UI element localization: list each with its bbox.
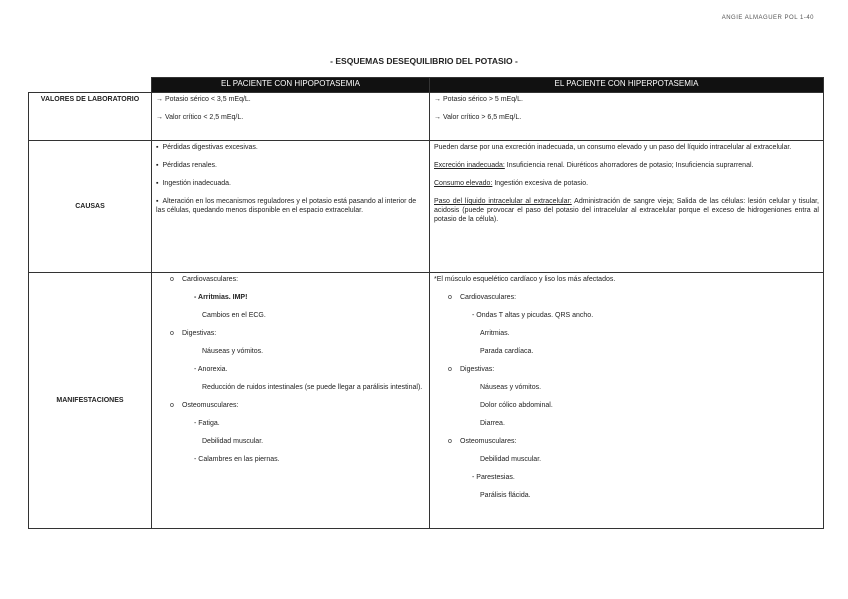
lab-hiper-cell xyxy=(430,93,824,141)
causa-hipo-4-text: ▪ Alteración en los mecanismos reguladores y el potasio está pasando al interior de las células, quedando menos disponible en el espacio extracelular. xyxy=(156,198,416,214)
manif-hipo-cardio-text: Cardiovasculares: xyxy=(182,276,239,283)
manif-hiper-musculo-text: Osteomusculares: xyxy=(460,438,517,445)
causas-hipo-cell xyxy=(152,141,430,273)
manif-hipo-cambios: Cambios en el ECG. xyxy=(202,312,266,319)
row-label-causas: CAUSAS xyxy=(29,141,152,273)
lab-row xyxy=(29,93,824,141)
circle-bullet-icon: o xyxy=(170,330,174,337)
manif-hiper-diarrea: Diarrea. xyxy=(480,420,505,427)
lab-hipo-potasio: → Potasio sérico < 3,5 mEq/L. xyxy=(156,96,251,103)
manif-hiper-dolor: Dolor cólico abdominal. xyxy=(480,402,553,409)
manif-hiper-cell xyxy=(430,273,824,529)
page-title: - ESQUEMAS DESEQUILIBRIO DEL POTASIO - xyxy=(330,56,518,66)
manif-hiper-ondas: - Ondas T altas y picudas. QRS ancho. xyxy=(472,312,594,319)
causa-hipo-3: ▪ Ingestión inadecuada. xyxy=(156,179,425,188)
manif-hiper-digest xyxy=(434,365,819,374)
manifestaciones-row xyxy=(29,273,824,529)
causa-hiper-4-title: Paso del líquido intracelular al extracelular: xyxy=(434,198,572,205)
lab-hiper-critico: → Valor crítico > 6,5 mEq/L. xyxy=(434,114,522,121)
manif-hiper-paralisis: Parálisis flácida. xyxy=(480,492,531,499)
manif-hiper-arritmias: Arritmias. xyxy=(480,330,510,337)
manif-hiper-parada: Parada cardíaca. xyxy=(480,348,534,355)
causa-hiper-2 xyxy=(434,161,819,170)
causa-hiper-3 xyxy=(434,179,819,188)
causa-hipo-2: ▪ Pérdidas renales. xyxy=(156,161,425,170)
causa-hiper-3-title: Consumo elevado: xyxy=(434,180,493,187)
manif-hiper-intro: *El músculo esquelético cardíaco y liso los más afectados. xyxy=(434,276,616,283)
manif-hipo-debilidad: Debilidad muscular. xyxy=(202,438,264,445)
circle-bullet-icon: o xyxy=(170,276,174,283)
manif-hipo-nauseas: Náuseas y vómitos. xyxy=(202,348,264,355)
manif-hiper-digest-text: Digestivas: xyxy=(460,366,495,373)
lab-hipo-cell xyxy=(152,93,430,141)
causa-hiper-4 xyxy=(434,197,819,224)
manif-hipo-musculo-text: Osteomusculares: xyxy=(182,402,239,409)
manif-hipo-cell xyxy=(152,273,430,529)
manif-hipo-digest-text: Digestivas: xyxy=(182,330,217,337)
causa-hipo-1: ▪ Pérdidas digestivas excesivas. xyxy=(156,143,425,152)
manif-hipo-digest xyxy=(156,329,425,338)
corner-cell xyxy=(29,78,152,93)
lab-hiper-potasio: → Potasio sérico > 5 mEq/L. xyxy=(434,96,523,103)
manif-hipo-cardio xyxy=(156,275,425,284)
column-header-hipo: EL PACIENTE CON HIPOPOTASEMIA xyxy=(152,78,430,93)
manif-hipo-anorexia: - Anorexia. xyxy=(194,366,228,373)
column-header-hiper: EL PACIENTE CON HIPERPOTASEMIA xyxy=(430,78,824,93)
potassium-table xyxy=(28,77,824,529)
circle-bullet-icon: o xyxy=(448,294,452,301)
causa-hiper-4-text: Administración de sangre vieja; Salida de las células: lesión celular y tisular, acidosis (puede provocar el paso del potasio del intracelular al extracelular porque el exceso de hidrogeniones entra al potasio de la célula). xyxy=(434,198,819,223)
row-label-lab: VALORES DE LABORATORIO xyxy=(29,93,152,141)
manif-hiper-debilidad: Debilidad muscular. xyxy=(480,456,542,463)
manif-hiper-cardio xyxy=(434,293,819,302)
causa-hiper-1: Pueden darse por una excreción inadecuada, un consumo elevado y un paso del líquido intracelular al extracelular. xyxy=(434,144,792,151)
circle-bullet-icon: o xyxy=(448,366,452,373)
header-row xyxy=(29,78,824,93)
causa-hiper-2-text: Insuficiencia renal. Diuréticos ahorradores de potasio; Insuficiencia suprarrenal. xyxy=(504,162,754,169)
manif-hiper-musculo xyxy=(434,437,819,446)
row-label-manifestaciones: MANIFESTACIONES xyxy=(29,273,152,529)
manif-hipo-musculo xyxy=(156,401,425,410)
lab-hipo-critico: → Valor crítico < 2,5 mEq/L. xyxy=(156,114,244,121)
manif-hipo-reduccion: Reducción de ruidos intestinales (se puede llegar a parálisis intestinal). xyxy=(202,384,423,391)
header-note: ANGIE ALMAGUER POL 1-40 xyxy=(721,15,814,21)
circle-bullet-icon: o xyxy=(448,438,452,445)
causa-hiper-3-text: Ingestión excesiva de potasio. xyxy=(492,180,589,187)
manif-hiper-nauseas: Náuseas y vómitos. xyxy=(480,384,542,391)
causas-hiper-cell xyxy=(430,141,824,273)
manif-hipo-calambres: - Calambres en las piernas. xyxy=(194,456,280,463)
manif-hipo-arritmias: - Arritmias. IMP! xyxy=(194,294,248,301)
manif-hiper-parestesias: - Parestesias. xyxy=(472,474,515,481)
causas-row xyxy=(29,141,824,273)
causa-hiper-2-title: Excreción inadecuada: xyxy=(434,162,505,169)
circle-bullet-icon: o xyxy=(170,402,174,409)
manif-hiper-cardio-text: Cardiovasculares: xyxy=(460,294,517,301)
causa-hipo-4 xyxy=(156,197,425,215)
manif-hipo-fatiga: - Fatiga. xyxy=(194,420,220,427)
